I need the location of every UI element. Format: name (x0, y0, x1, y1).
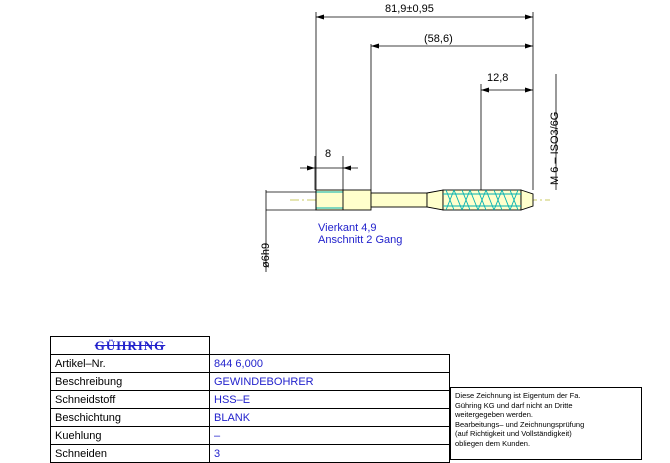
row-value-artikel-nr: 844 6,000 (210, 355, 450, 373)
legal-note-line: Diese Zeichnung ist Eigentum der Fa. (455, 391, 581, 400)
legal-note-box (450, 387, 642, 460)
dim-square-length (300, 156, 358, 190)
row-label-schneiden: Schneiden (51, 445, 210, 463)
row-label-artikel-nr: Artikel–Nr. (51, 355, 210, 373)
legal-note-line: obliegen dem Kunden. (455, 438, 531, 448)
legal-note-line: (auf Richtigkeit und Vollständigkeit) (455, 429, 572, 438)
row-value-beschichtung: BLANK (210, 409, 450, 427)
legal-note-line: weitergegeben werden. (455, 410, 533, 419)
row-value-beschreibung: GEWINDEBOHRER (210, 373, 450, 391)
logo-row (51, 337, 450, 355)
row-value-schneidstoff: HSS–E (210, 391, 450, 409)
legal-note-line: Bearbeitungs– und Zeichnungsprüfung (455, 419, 585, 429)
legal-note-line: Gühring KG und darf nicht an Dritte (455, 400, 573, 410)
table-row (51, 355, 450, 373)
dim-label-overall-length: 81,9±0,95 (385, 3, 434, 15)
dim-label-shank-diameter: ø6h9 (260, 242, 272, 268)
row-label-kuehlung: Kuehlung (51, 427, 210, 445)
title-block (50, 336, 450, 463)
dim-label-square-length: 8 (325, 148, 332, 160)
dim-label-thread-spec: M 6 – ISO3/6G (549, 111, 561, 185)
part-shank (316, 190, 371, 210)
note-vierkant: Vierkant 4,9 (318, 222, 377, 234)
dim-shank-length (371, 44, 533, 190)
row-label-schneidstoff: Schneidstoff (51, 391, 210, 409)
dim-label-thread-length: 12,8 (487, 72, 509, 84)
row-value-kuehlung: – (210, 427, 450, 445)
note-anschnitt: Anschnitt 2 Gang (318, 234, 403, 246)
dim-thread-length (481, 84, 533, 190)
logo-spacer (210, 337, 450, 355)
part-neck (371, 193, 427, 207)
row-label-beschreibung: Beschreibung (51, 373, 210, 391)
guehring-logo: GÜHRING (94, 337, 166, 353)
part-thread (443, 190, 533, 210)
row-label-beschichtung: Beschichtung (51, 409, 210, 427)
table-row (51, 391, 450, 409)
table-row (51, 373, 450, 391)
table-row (51, 409, 450, 427)
dim-label-shank-length: (58,6) (424, 33, 453, 45)
row-value-schneiden: 3 (210, 445, 450, 463)
logo-cell (51, 337, 210, 355)
table-row (51, 427, 450, 445)
dim-shank-diameter (266, 190, 316, 272)
part-taper (427, 190, 443, 210)
